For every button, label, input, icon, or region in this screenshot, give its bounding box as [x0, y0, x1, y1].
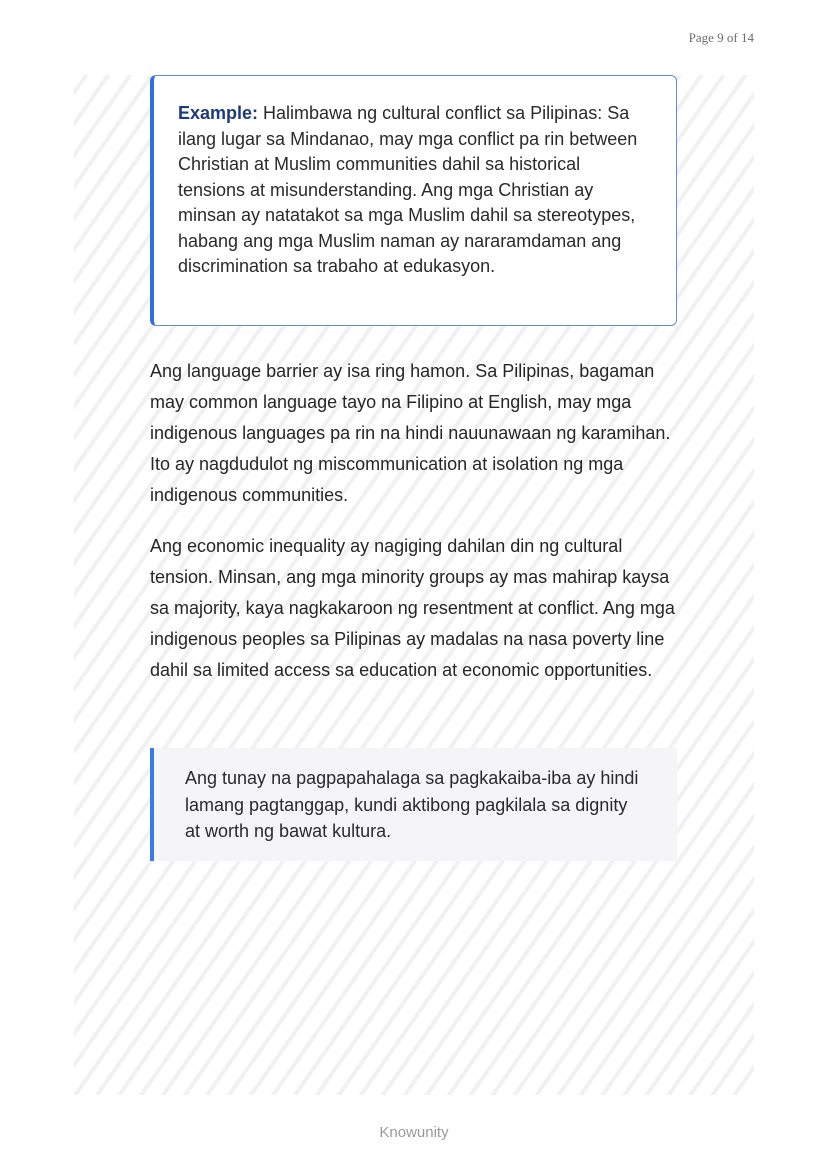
example-text: Halimbawa ng cultural conflict sa Pilipinas: Sa ilang lugar sa Mindanao, may mga conflict pa rin between Christian at Muslim communities dahil sa historical tensions at misunderstanding. Ang mga Christian ay minsan ay natatakot sa mga Muslim dahil sa stereotypes, habang ang mga Muslim naman ay nararamdaman ang discrimination sa trabaho at edukasyon. — [178, 103, 638, 276]
paragraph-economic-inequality: Ang economic inequality ay nagiging dahilan din ng cultural tension. Minsan, ang mga minority groups ay mas mahirap kaysa sa majority, kaya nagkakaroon ng resentment at conflict. Ang mga indigenous peoples sa Pilipinas ay madalas na nasa poverty line dahil sa limited access sa education at economic opportunities. — [150, 536, 675, 680]
quote-block — [150, 748, 677, 861]
footer-brand: Knowunity — [379, 1124, 449, 1141]
paragraph-language-barrier: Ang language barrier ay isa ring hamon. Sa Pilipinas, bagaman may common language tayo na Filipino at English, may mga indigenous languages pa rin na hindi nauunawaan ng karamihan. Ito ay nagdudulot ng miscommunication at isolation ng mga indigenous communities. — [150, 361, 671, 505]
quote-text: Ang tunay na pagpapahalaga sa pagkakaiba-iba ay hindi lamang pagtanggap, kundi aktibong pagkilala sa dignity at worth ng bawat kultura. — [185, 768, 639, 841]
example-callout — [150, 75, 677, 326]
example-label: Example: — [178, 103, 259, 123]
page-number: Page 9 of 14 — [688, 30, 754, 45]
